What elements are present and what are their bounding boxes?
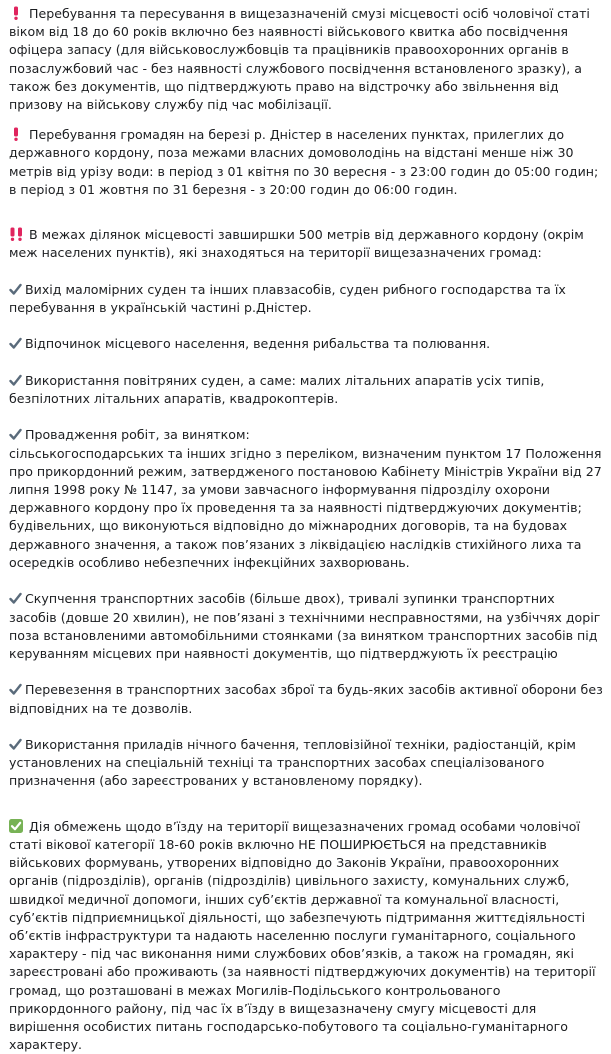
list-item — [9, 426, 605, 572]
list-item-text: Відпочинок місцевого населення, ведення рибальства та полювання. — [25, 336, 491, 352]
list-item — [9, 736, 605, 791]
list-item-text: Провадження робіт, за винятком: сільськогосподарських та інших згідно з переліком, визначеним пунктом 17 Положення про прикордонний режим, затвердженого постановою Кабінету Міністрів України від 27 липня 1998 року № 1147, за умови завчасного інформування підрозділу охорони державного кордону про їх проведення та за наявності підтверджуючих документів; будівельних, що виконуються відповідно до міжнародних договорів, та на будовах державного значення, а також пов’язаних з ліквідацією наслідків стихійного лиха та осередків особливо небезпечних інфекційних захворювань. — [9, 427, 602, 570]
paragraph-3-intro: В межах ділянок місцевості завширшки 500 метрів від державного кордону (окрім меж населених пунктів), які знаходяться на території вищезазначених громад: — [9, 227, 584, 261]
paragraph-restriction-river-bank — [9, 126, 605, 199]
paragraph-border-zone — [9, 208, 605, 809]
check-mark-icon — [9, 592, 22, 605]
list-item-text: Скупчення транспортних засобів (більше двох), тривалі зупинки транспортних засобів (довше 20 хвилин), не пов’язані з технічними несправностями, на узбіччях доріг поза встановленими автомобільними стоянками (за винятком транспортних засобів під керуванням місцевих при наявності документів, що підтверджують їх реєстрацію — [9, 591, 601, 661]
list-item — [9, 281, 605, 317]
list-item — [9, 681, 605, 717]
check-mark-icon — [9, 283, 22, 296]
check-mark-icon — [9, 374, 22, 387]
red-exclamation-icon — [9, 6, 23, 20]
green-check-box-icon — [9, 819, 23, 833]
paragraph-1-text: Перебування та пересування в вищезазначеній смузі місцевості осіб чоловічої статі віком від 18 до 60 років включно без наявності військового квитка або посвідчення офіцера запасу (для військовослужбовців та працівників правоохоронних органів в позаслужбовий час - без наявності службового посвідчення встановленого зразку), а також без документів, що підтверджують право на відстрочку або звільнення від призову на військову службу під час мобілізації. — [9, 6, 590, 113]
check-mark-icon — [9, 683, 22, 696]
double-red-exclamation-icon — [9, 227, 23, 241]
list-item — [9, 372, 605, 408]
paragraph-2-text: Перебування громадян на березі р. Дністер в населених пунктах, прилеглих до державного кордону, поза межами власних домоволодінь на відстані менше ніж 30 метрів від урізу води: в період з 01 квітня по 30 вересня - з 23:00 годин до 05:00 годин; в період з 01 жовтня по 31 березня - з 20:00 годин до 06:00 годин. — [9, 127, 599, 197]
paragraph-exceptions — [9, 818, 605, 1054]
check-mark-icon — [9, 337, 22, 350]
list-item — [9, 590, 605, 663]
paragraph-restriction-documents — [9, 5, 605, 114]
red-exclamation-icon — [9, 127, 23, 141]
list-item-text: Використання приладів нічного бачення, тепловізійної техніки, радіостанцій, крім установлених на спеціальній техніці та транспортних засобах спеціалізованого призначення (або зареєстрованих у встановленому порядку). — [9, 736, 576, 789]
list-item-text: Вихід маломірних суден та інших плавзасобів, суден рибного господарства та їх перебування в українській частині р.Дністер. — [9, 281, 566, 316]
list-item-text: Перевезення в транспортних засобах зброї та будь-яких засобів активної оборони без відповідних на те дозволів. — [9, 682, 603, 716]
paragraph-4-text: Дія обмежень щодо в’їзду на території вищезазначених громад особами чоловічої статі вікової категорії 18-60 років включно НЕ ПОШИРЮЄТЬСЯ на представників військових формувань, утворених відповідно до Законів України, правоохоронних органів (підрозділів), органів (підрозділів) цивільного захисту, комунальних служб, швидкої медичної допомоги, інших суб’єктів державної та комунальної власності, суб’єктів підприємницької діяльності, що забезпечують підтримання життєдіяльності об’єктів інфраструктури та надають населенню послуги гуманітарного, соціального характеру - під час виконання ними службових обов’язків, а також на громадян, які зареєстровані або проживають (за наявності підтверджуючих документів) на території громад, що розташовані в межах Могилів-Подільського контрольованого прикордонного району, під час їх в’їзду в вищезазначену смугу місцевості для вирішення особистих питань господарсько-побутового та соціально-гуманітарного характеру. — [9, 818, 596, 1053]
check-mark-icon — [9, 738, 22, 751]
list-item-text: Використання повітряних суден, а саме: малих літальних апаратів усіх типів, безпілотних літальних апаратів, квадрокоптерів. — [9, 372, 545, 407]
list-item — [9, 335, 605, 353]
check-mark-icon — [9, 428, 22, 441]
